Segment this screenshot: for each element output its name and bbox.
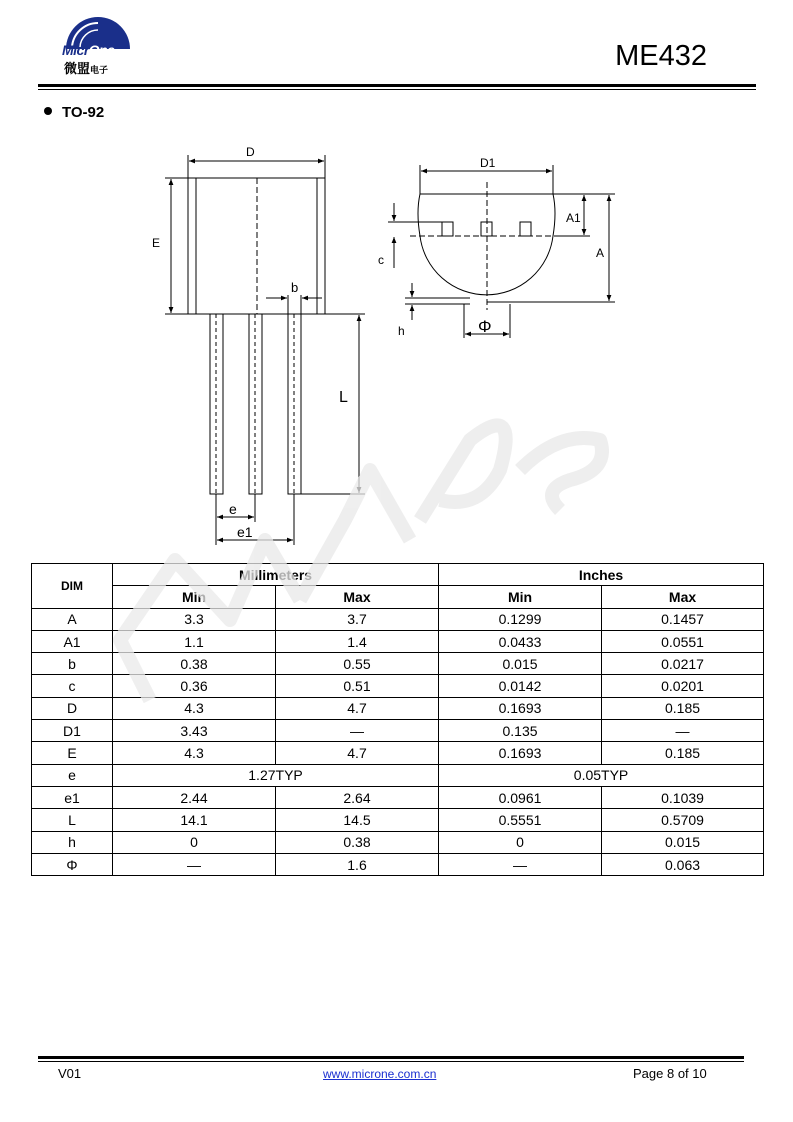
- table-row: E 4.3 4.7 0.1693 0.185: [32, 742, 764, 764]
- footer-website-link[interactable]: www.microne.com.cn: [323, 1067, 437, 1081]
- footer-rule: [38, 1056, 744, 1059]
- label-D1: D1: [480, 156, 496, 170]
- label-A: A: [596, 246, 605, 260]
- document-title: ME432: [615, 40, 707, 72]
- label-h: h: [398, 324, 405, 338]
- table-row: D1 3.43 — 0.135 —: [32, 720, 764, 742]
- bottom-lead-right: [520, 222, 531, 236]
- header-in-min: Min: [439, 586, 602, 608]
- package-heading: TO-92: [44, 104, 104, 121]
- dimensions-table: [31, 563, 764, 876]
- header-millimeters: Millimeters: [113, 564, 439, 586]
- header-in-max: Max: [602, 586, 764, 608]
- label-e1: e1: [237, 524, 253, 540]
- logo-wordmark: MicrOne: [62, 42, 115, 58]
- table-row: c 0.36 0.51 0.0142 0.0201: [32, 675, 764, 697]
- label-A1: A1: [566, 211, 581, 225]
- table-row: Φ — 1.6 — 0.063: [32, 853, 764, 875]
- lead-middle: [249, 314, 262, 494]
- table-row: b 0.38 0.55 0.015 0.0217: [32, 653, 764, 675]
- label-E: E: [152, 236, 161, 250]
- lead-left: [210, 314, 223, 494]
- to92-package-diagram: [0, 0, 793, 560]
- table-row: e1 2.44 2.64 0.0961 0.1039: [32, 786, 764, 808]
- header-inches: Inches: [439, 564, 764, 586]
- label-phi: Φ: [478, 317, 492, 336]
- table-row: A 3.3 3.7 0.1299 0.1457: [32, 608, 764, 630]
- header-dim: DIM: [32, 564, 113, 609]
- footer-rule-thin: [38, 1061, 744, 1062]
- label-b: b: [291, 280, 299, 295]
- label-e: e: [229, 501, 237, 517]
- header-mm-max: Max: [276, 586, 439, 608]
- label-L: L: [339, 389, 348, 406]
- table-row: e 1.27TYP 0.05TYP: [32, 764, 764, 786]
- logo-chinese-name: 微盟电子: [64, 62, 109, 77]
- footer-page-number: Page 8 of 10: [633, 1066, 707, 1081]
- header-mm-min: Min: [113, 586, 276, 608]
- table-row: h 0 0.38 0 0.015: [32, 831, 764, 853]
- bottom-lead-left: [442, 222, 453, 236]
- footer-version: V01: [58, 1066, 82, 1081]
- label-D: D: [246, 145, 255, 159]
- table-row: L 14.1 14.5 0.5551 0.5709: [32, 809, 764, 831]
- lead-right: [288, 314, 301, 494]
- label-c: c: [378, 253, 384, 267]
- table-row: D 4.3 4.7 0.1693 0.185: [32, 697, 764, 719]
- table-row: A1 1.1 1.4 0.0433 0.0551: [32, 630, 764, 652]
